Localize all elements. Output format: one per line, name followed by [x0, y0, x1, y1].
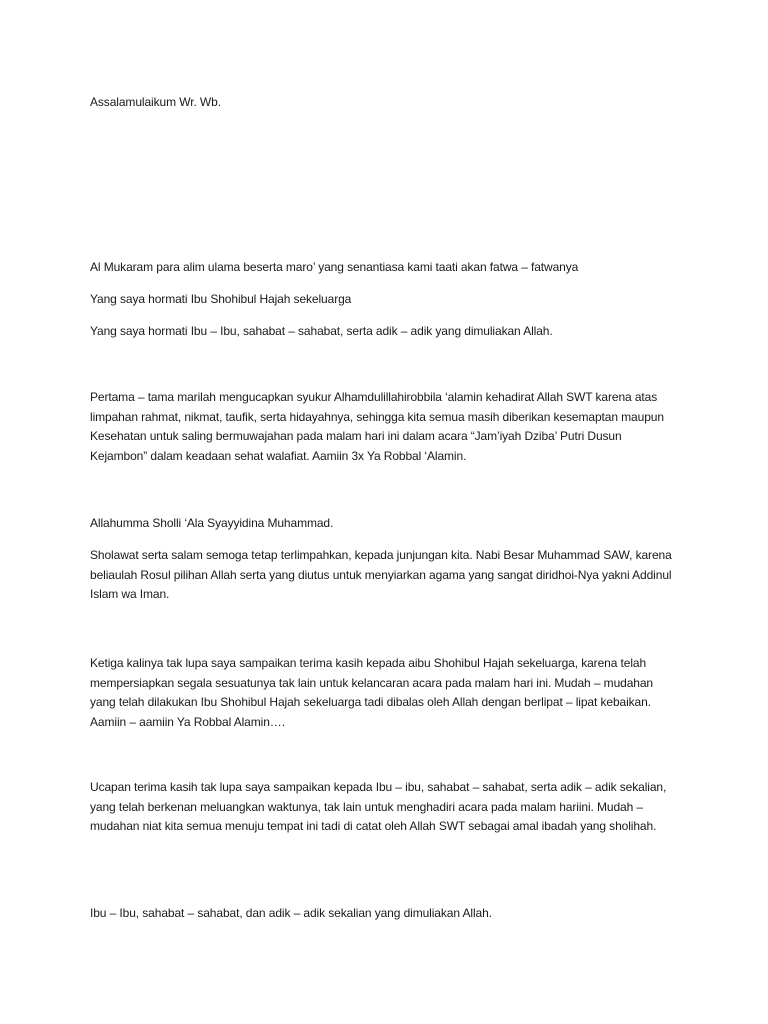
paragraph-address-host: Yang saya hormati Ibu Shohibul Hajah sekeluarga: [90, 292, 352, 306]
paragraph-sholawat: Sholawat serta salam semoga tetap terlimpahkan, kepada junjungan kita. Nabi Besar Muhammad SAW, karena beliaulah Rosul pilihan Allah serta yang diutus untuk menyiarkan agama yang sangat diridhoi-Nya yakni Addinul Islam wa Iman.: [90, 548, 672, 601]
paragraph-address-audience: Yang saya hormati Ibu – Ibu, sahabat – sahabat, serta adik – adik yang dimuliakan Allah.: [90, 324, 553, 338]
paragraph-closing-address: Ibu – Ibu, sahabat – sahabat, dan adik – adik sekalian yang dimuliakan Allah.: [90, 906, 492, 920]
paragraph-thanks-audience: Ucapan terima kasih tak lupa saya sampaikan kepada Ibu – ibu, sahabat – sahabat, serta adik – adik sekalian, yang telah berkenan meluangkan waktunya, tak lain untuk menghadiri acara pada malam hariini. Mudah – mudahan niat kita semua menuju tempat ini tadi di catat oleh Allah SWT sebagai amal ibadah yang sholihah.: [90, 780, 667, 833]
paragraph-sholawat-opening: Allahumma Sholli ‘Ala Syayyidina Muhammad.: [90, 516, 334, 530]
paragraph-gratitude: Pertama – tama marilah mengucapkan syukur Alhamdulillahirobbila ‘alamin kehadirat Allah SWT karena atas limpahan rahmat, nikmat, taufik, serta hidayahnya, sehingga kita semua masih diberikan kesemaptan maupun Kesehatan untuk saling bermuwajahan pada malam hari ini dalam acara “Jam’iyah Dziba’ Putri Dusun Kejambon” dalam keadaan sehat walafiat. Aamiin 3x Ya Robbal ‘Alamin.: [90, 390, 664, 463]
paragraph-thanks-host: Ketiga kalinya tak lupa saya sampaikan terima kasih kepada aibu Shohibul Hajah sekeluarga, karena telah mempersiapkan segala sesuatunya tak lain untuk kelancaran acara pada malam hari ini. Mudah – mudahan yang telah dilakukan Ibu Shohibul Hajah sekeluarga tadi dibalas oleh Allah dengan berlipat – lipat kebaikan. Aamiin – aamiin Ya Robbal Alamin….: [90, 656, 654, 729]
greeting: Assalamulaikum Wr. Wb.: [90, 95, 221, 109]
paragraph-address-ulama: Al Mukaram para alim ulama beserta maro’ yang senantiasa kami taati akan fatwa – fatwanya: [90, 260, 579, 274]
